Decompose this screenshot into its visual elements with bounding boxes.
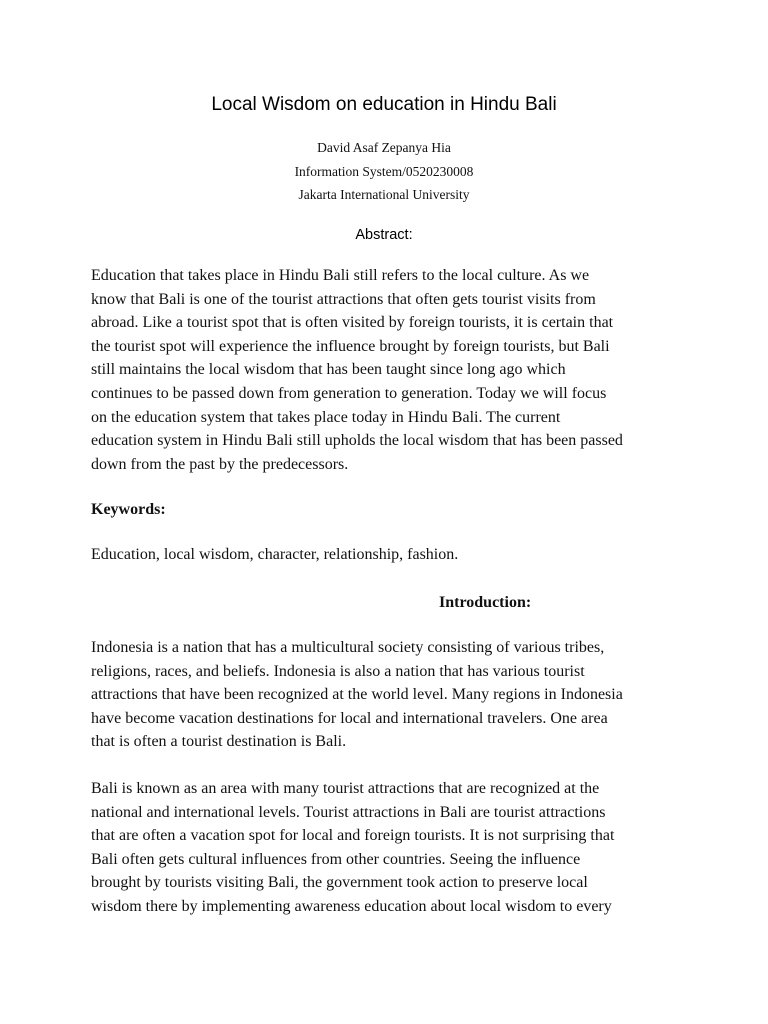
intro-paragraph-2: [91, 777, 691, 919]
author-name: David Asaf Zepanya Hia: [317, 140, 451, 155]
author-block: [0, 136, 768, 207]
abstract-heading: Abstract:: [355, 227, 413, 243]
introduction-heading: Introduction:: [439, 594, 532, 611]
document-title: Local Wisdom on education in Hindu Bali: [211, 94, 557, 115]
keywords-text: Education, local wisdom, character, relationship, fashion.: [91, 546, 459, 563]
abstract-line: on the education system that takes place today in Hindu Bali. The current: [91, 408, 561, 426]
intro-paragraph-line: that are often a vacation spot for local and foreign tourists. It is not surprising that: [91, 827, 615, 845]
author-university: Jakarta International University: [298, 187, 470, 202]
abstract-line: still maintains the local wisdom that has been taught since long ago which: [91, 361, 566, 379]
abstract-line: education system in Hindu Bali still upholds the local wisdom that has been passed: [91, 432, 623, 450]
intro-paragraph-line: that is often a tourist destination is Bali.: [91, 733, 347, 751]
intro-paragraph-line: wisdom there by implementing awareness education about local wisdom to every: [91, 897, 612, 915]
intro-paragraph-line: national and international levels. Tourist attractions in Bali are tourist attractions: [91, 803, 606, 821]
abstract-line: know that Bali is one of the tourist attractions that often gets tourist visits from: [91, 290, 596, 308]
abstract-line: continues to be passed down from generation to generation. Today we will focus: [91, 384, 607, 402]
intro-paragraph-line: Bali often gets cultural influences from other countries. Seeing the influence: [91, 850, 581, 868]
abstract-paragraph: [91, 264, 691, 476]
abstract-line: Education that takes place in Hindu Bali still refers to the local culture. As we: [91, 267, 590, 284]
abstract-line: the tourist spot will experience the influence brought by foreign tourists, but Bali: [91, 337, 610, 355]
author-program: Information System/0520230008: [294, 163, 474, 179]
intro-paragraph-1: [91, 636, 691, 754]
intro-paragraph-line: Indonesia is a nation that has a multicultural society consisting of various tribes,: [91, 639, 605, 656]
intro-paragraph-line: attractions that have been recognized at the world level. Many regions in Indonesia: [91, 686, 623, 704]
intro-paragraph-line: have become vacation destinations for local and international travelers. One area: [91, 709, 608, 727]
intro-paragraph-line: brought by tourists visiting Bali, the government took action to preserve local: [91, 874, 588, 892]
keywords-heading: Keywords:: [91, 501, 166, 518]
intro-paragraph-line: Bali is known as an area with many tourist attractions that are recognized at the: [91, 780, 600, 797]
abstract-line: down from the past by the predecessors.: [91, 455, 349, 473]
abstract-line: abroad. Like a tourist spot that is often visited by foreign tourists, it is certain that: [91, 314, 614, 332]
intro-paragraph-line: religions, races, and beliefs. Indonesia is also a nation that has various tourist: [91, 662, 585, 680]
